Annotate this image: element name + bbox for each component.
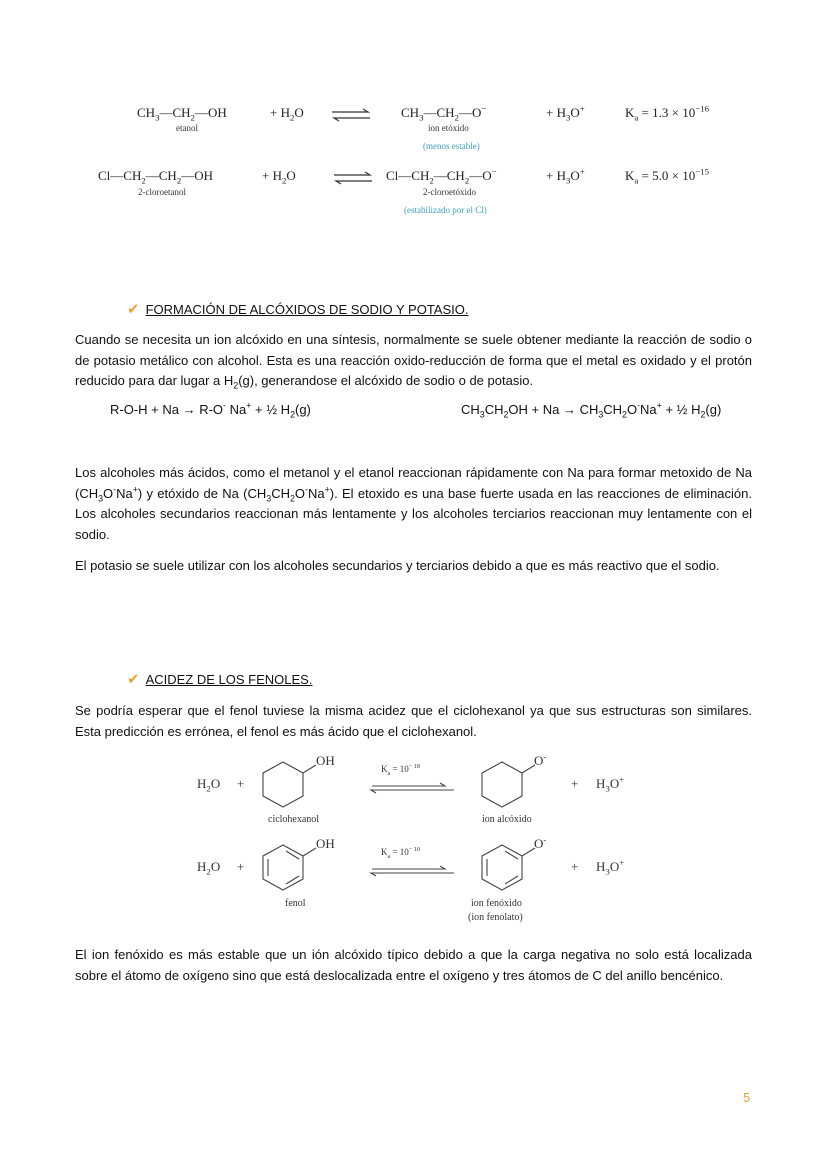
water: $H_2O$ <box>197 776 221 794</box>
ka-value: $K_a = 1.3 \times 10^{-16}$ <box>625 103 710 123</box>
product-label: ion etóxido <box>428 123 469 133</box>
paragraph: Cuando se necesita un ion alcóxido en una síntesis, normalmente se suele obtener mediante la reacción de sodio o de potasio metálico con alcohol. Esta es una reacción oxido-reducción de forma que el metal es oxidado y el protón reducido para dar lugar a $H_2(g)$, generandose el alcóxido de sodio o de potasio. <box>75 332 752 391</box>
water: $H_2O$ <box>197 859 221 877</box>
ka-value: $K_a = 10^{- 10}$ <box>381 847 420 860</box>
equilibrium-arrow-icon <box>371 866 454 876</box>
hydronium: $H_3O^+$ <box>596 774 625 794</box>
checkmark-icon: ✔ <box>127 671 140 688</box>
reactant-label: ciclohexanol <box>268 814 320 825</box>
hydroxyl: OH <box>316 753 335 768</box>
reactant: $CH_3—CH_2—OH$ <box>137 105 227 123</box>
product-label: ion fenóxido <box>471 898 522 909</box>
paragraph: Los alcoholes más ácidos, como el metanol y el etanol reaccionan rápidamente con Na para formar metoxido de Na $(CH_3O^-Na^+)$ y etóxido de Na $(CH_3CH_2O^-Na^+)$. El etoxido es una base fuerte usada en las reacciones de eliminación. Los alcoholes secundarios reaccionan más lentamente y los alcoholes terciarios reaccionan muy lentamente con el sodio. <box>75 465 752 542</box>
plus-sign: + <box>237 776 245 791</box>
plus-hydronium: + $H_3O^+$ <box>546 166 585 186</box>
benzene-ring-icon <box>482 845 522 890</box>
reactant-label: etanol <box>176 123 198 133</box>
reactant: $Cl—CH_2—CH_2—OH$ <box>98 168 214 186</box>
reactant-label: fenol <box>285 898 306 909</box>
benzene-ring-icon <box>263 845 303 890</box>
hydroxyl: OH <box>316 836 335 851</box>
paragraph: El ion fenóxido es más estable que un ión alcóxido típico debido a que la carga negativa no solo está localizada sobre el átomo de oxígeno sino que está deslocalizada entre el oxígeno y tres átomos de C del anillo bencénico. <box>75 947 752 983</box>
product: $CH_3—CH_2—O^-$ <box>401 103 487 123</box>
plus-water: + $H_2O$ <box>262 168 296 186</box>
heading-text: FORMACIÓN DE ALCÓXIDOS DE SODIO Y POTASIO. <box>145 302 469 317</box>
product-alt-label: (ion fenolato) <box>468 912 523 923</box>
product-label: 2-cloroetóxido <box>423 187 476 197</box>
plus-hydronium: + $H_3O^+$ <box>546 103 585 123</box>
heading-text: ACIDEZ DE LOS FENOLES. <box>145 672 313 687</box>
oxide: O- <box>534 834 547 851</box>
paragraph: El potasio se suele utilizar con los alcoholes secundarios y terciarios debido a que es más reactivo que el sodio. <box>75 558 720 573</box>
stability-note: (estabilizado por el Cl) <box>404 205 487 215</box>
plus-sign: + <box>237 859 245 874</box>
checkmark-icon: ✔ <box>127 301 140 318</box>
ka-value: $K_a = 5.0 \times 10^{-15}$ <box>625 166 710 186</box>
paragraph: Se podría esperar que el fenol tuviese la misma acidez que el ciclohexanol ya que sus estructuras son similares. Esta predicción es errónea, el fenol es más ácido que el ciclohexanol. <box>75 703 752 739</box>
product: $Cl—CH_2—CH_2—O^-$ <box>386 166 497 186</box>
stability-note: (menos estable) <box>423 141 480 151</box>
oxide: O- <box>534 751 547 768</box>
cyclohexane-ring-icon <box>263 762 303 807</box>
product-label: ion alcóxido <box>482 814 532 825</box>
plus-sign: + <box>571 859 579 874</box>
equation-general: R-O-H + Na → R-O- Na+ + ½ $H_2(g)$ <box>110 400 311 420</box>
plus-sign: + <box>571 776 579 791</box>
reactant-label: 2-cloroetanol <box>138 187 186 197</box>
plus-water: + $H_2O$ <box>270 105 304 123</box>
hydronium: $H_3O^+$ <box>596 857 625 877</box>
cyclohexane-ring-icon <box>482 762 522 807</box>
ka-value: $K_a = 10^{- 18}$ <box>381 764 420 777</box>
equation-ethanol: $CH_3CH_2OH + Na \to CH_3CH_2O^-Na^+$ + ½ $H_2(g)$ <box>461 400 722 420</box>
equilibrium-arrow-icon <box>371 783 454 793</box>
page-number: 5 <box>743 1090 751 1105</box>
